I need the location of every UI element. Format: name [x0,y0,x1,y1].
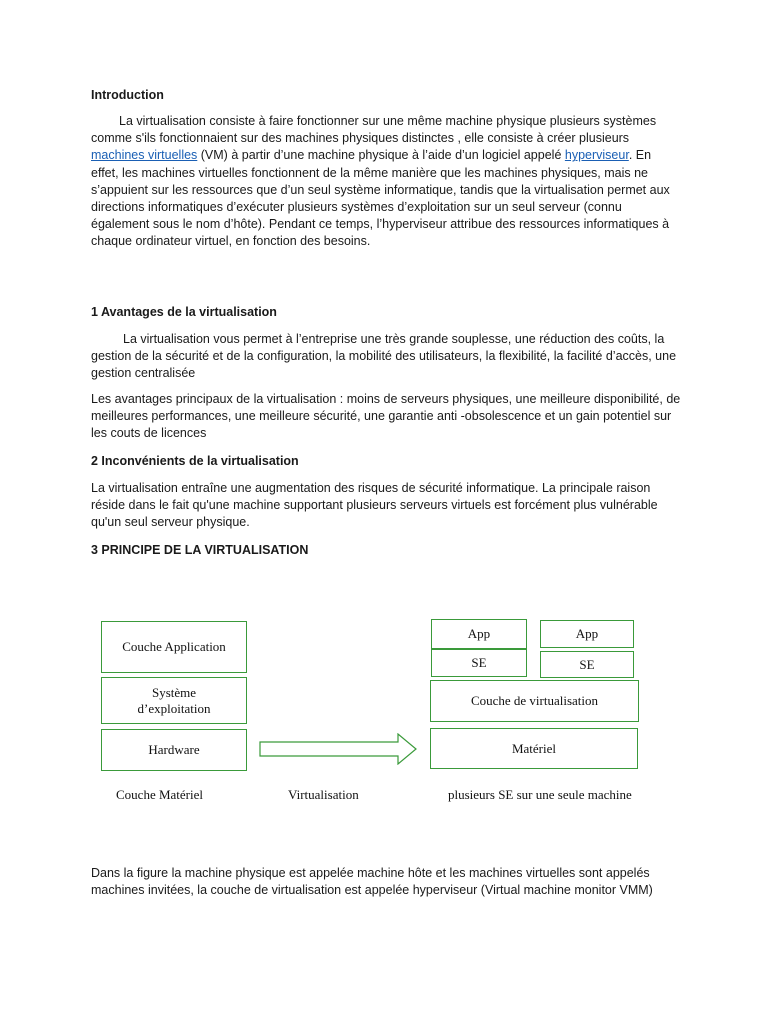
intro-text-end: . En effet, les machines virtuelles fonctionnent de la même manière que les machines physiques, mais ne s’appuient sur les ressources que d’un seul système informatique, tandis que la virtualisation permet aux directions informatiques d’exécuter plusieurs systèmes d’exploitation sur un seul serveur (connu également sous le nom d’hôte). Pendant ce temps, l’hyperviseur attribue des ressources informatiques à chaque ordinateur virtuel, en fonction des besoins. [91,148,670,249]
vm2-os-label: SE [579,656,595,672]
hardware-box [101,729,247,771]
hyperviseur-link[interactable]: hyperviseur [564,148,629,163]
vm1-os-label: SE [471,655,487,670]
vm2-app-box [540,620,634,648]
vm1-os-box [431,649,527,677]
section1-paragraph2: Les avantages principaux de la virtualisation : moins de serveurs physiques, une meilleure disponibilité, de meilleures performances, une meilleure sécurité, une garantie anti -obsolescence et un gain potentiel sur les couts de licences [91,392,681,441]
intro-text-start: La virtualisation consiste à faire fonctionner sur une même machine physique plusieurs systèmes comme s'ils fonctionnaient sur des machines physiques distinctes , elle consiste à créer plusieurs [91,114,657,146]
machines-virtuelles-link[interactable]: machines virtuelles [91,148,198,163]
systeme-exploitation-label: Système d’exploitation [137,684,211,716]
virtualisation-caption: Virtualisation [288,787,359,802]
intro-heading: Introduction [91,88,164,102]
section1-paragraph1 [91,331,681,383]
conclusion-paragraph: Dans la figure la machine physique est appelée machine hôte et les machines virtuelles sont appelés machines invitées, la couche de virtualisation est appelée hyperviseur (Virtual machine monitor VMM) [91,866,653,898]
section1-heading: 1 Avantages de la virtualisation [91,305,277,319]
vm2-os-box [540,651,634,678]
materiel-box [430,728,638,769]
couche-application-box [101,621,247,673]
intro-text-mid: (VM) à partir d’une machine physique à l’aide d’un logiciel appelé [197,148,565,163]
couche-virtualisation-box [430,680,639,722]
plusieurs-se-caption: plusieurs SE sur une seule machine [448,787,632,802]
section2-heading: 2 Inconvénients de la virtualisation [91,454,299,468]
vm1-app-label: App [467,626,491,641]
section3-heading: 3 PRINCIPE DE LA VIRTUALISATION [91,543,309,557]
materiel-label: Matériel [511,740,557,756]
section1-text1: La virtualisation vous permet à l’entreprise une très grande souplesse, une réduction des coûts, la gestion de la sécurité et de la configuration, la mobilité des utilisateurs, la flexibilité, la facilité d’accès, une gestion centralisée [91,332,677,381]
intro-paragraph [91,113,681,251]
couche-materiel-caption: Couche Matériel [116,787,203,802]
hardware-label: Hardware [148,742,200,757]
vm2-app-label: App [575,626,599,641]
couche-virtualisation-label: Couche de virtualisation [470,693,599,708]
virtualisation-arrow [259,733,419,765]
systeme-exploitation-box [101,677,247,724]
couche-application-label: Couche Application [122,639,226,654]
vm1-app-box [431,619,527,649]
section2-paragraph: La virtualisation entraîne une augmentation des risques de sécurité informatique. La principale raison réside dans le fait qu'une machine supportant plusieurs serveurs virtuels est forcément plus vulnérable qu'un seul serveur physique. [91,481,658,530]
